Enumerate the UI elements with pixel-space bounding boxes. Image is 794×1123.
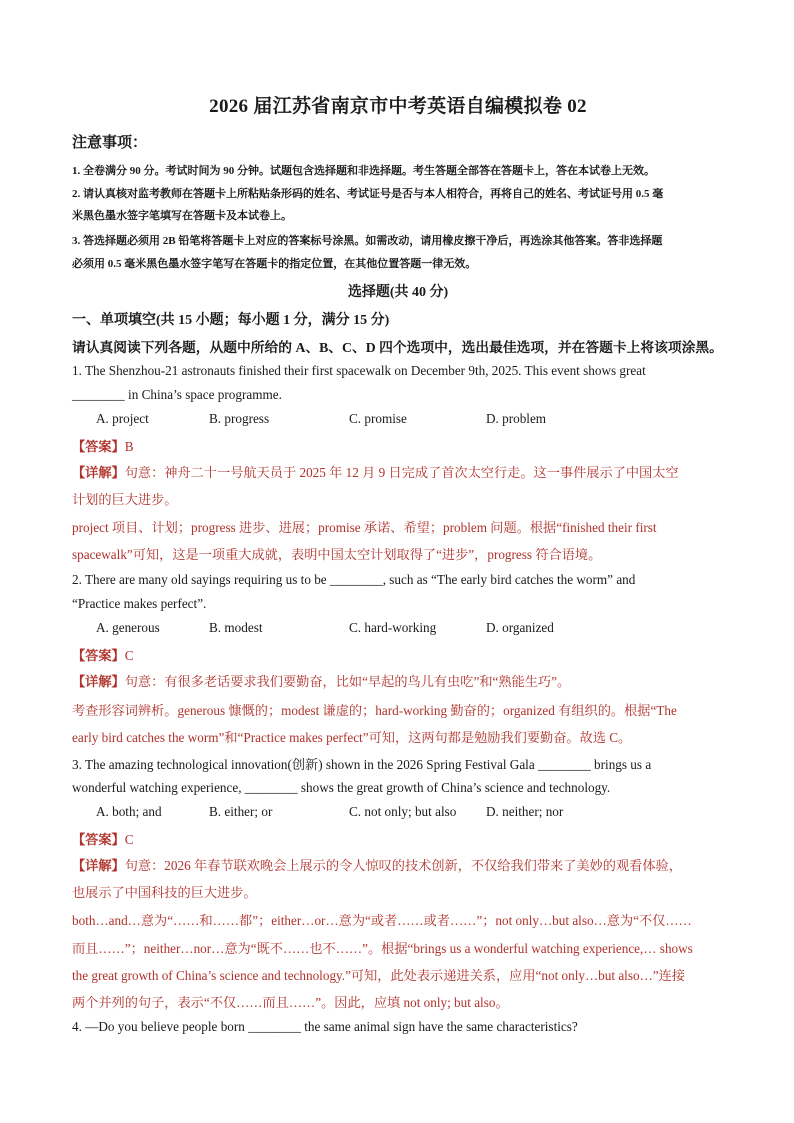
detail-row xyxy=(72,855,682,874)
notice-item: 1. 全卷满分 90 分。考试时间为 90 分钟。试题包含选择题和非选择题。考生答题全部答在答题卡上，答在本试卷上无效。 xyxy=(72,165,655,177)
answer-row xyxy=(72,645,134,664)
question-stem: “Practice makes perfect”. xyxy=(72,596,207,611)
detail-label: 【详解】 xyxy=(72,858,125,873)
answer-row xyxy=(72,829,134,848)
detail-text: 考查形容词辨析。generous 慷慨的；modest 谦虚的；hard-working 勤奋的；organized 有组织的。根据“The xyxy=(72,703,677,718)
detail-text: 也展示了中国科技的巨大进步。 xyxy=(72,885,257,900)
answer-label: 【答案】 xyxy=(72,439,125,454)
detail-text: project 项目、计划；progress 进步、进展；promise 承诺、希望；problem 问题。根据“finished their first xyxy=(72,520,657,535)
option-a: A. project xyxy=(96,411,149,426)
answer-value: C xyxy=(124,648,134,663)
option-d: D. organized xyxy=(486,620,554,635)
answer-label: 【答案】 xyxy=(72,648,125,663)
page-title: 2026 届江苏省南京市中考英语自编模拟卷 02 xyxy=(209,96,587,117)
option-a: A. both; and xyxy=(96,804,162,819)
option-b: B. progress xyxy=(209,411,270,426)
notice-item: 必须用 0.5 毫米黑色墨水签字笔写在答题卡的指定位置，在其他位置答题一律无效。 xyxy=(72,258,477,270)
part-title: 一、单项填空(共 15 小题；每小题 1 分，满分 15 分) xyxy=(72,313,390,328)
detail-text: 句意：神舟二十一号航天员于 2025 年 12 月 9 日完成了首次太空行走。这一事件展示了中国太空 xyxy=(124,465,679,480)
option-a: A. generous xyxy=(96,620,160,635)
question-stem: ________ in China’s space programme. xyxy=(72,387,282,402)
notice-item: 2. 请认真核对监考教师在答题卡上所粘贴条形码的姓名、考试证号是否与本人相符合，再将自己的姓名、考试证号用 0.5 毫 xyxy=(72,188,664,200)
option-b: B. either; or xyxy=(209,804,273,819)
answer-value: C xyxy=(124,832,134,847)
detail-label: 【详解】 xyxy=(72,674,125,689)
detail-text: 而且……”；neither…nor…意为“既不……也不……”。根据“brings us a wonderful watching experience,… shows xyxy=(72,941,693,956)
option-c: C. not only; but also xyxy=(349,804,457,819)
question-stem: 2. There are many old sayings requiring us to be ________, such as “The early bird catches the worm” and xyxy=(72,572,636,587)
detail-text: spacewalk”可知，这是一项重大成就，表明中国太空计划取得了“进步”，progress 符合语境。 xyxy=(72,547,602,562)
option-b: B. modest xyxy=(209,620,263,635)
detail-label: 【详解】 xyxy=(72,465,125,480)
answer-label: 【答案】 xyxy=(72,832,125,847)
detail-text: 计划的巨大进步。 xyxy=(72,492,178,507)
instruction: 请认真阅读下列各题，从题中所给的 A、B、C、D 四个选项中，选出最佳选项，并在答题卡上将该项涂黑。 xyxy=(72,340,723,355)
answer-value: B xyxy=(124,439,134,454)
detail-row xyxy=(72,671,570,690)
option-d: D. problem xyxy=(486,411,547,426)
question-stem: 4. —Do you believe people born ________ the same animal sign have the same characteristics? xyxy=(72,1019,578,1034)
detail-text: both…and…意为“……和……都”；either…or…意为“或者……或者……”；not only…but also…意为“不仅…… xyxy=(72,913,692,928)
detail-row xyxy=(72,462,679,481)
option-c: C. promise xyxy=(349,411,407,426)
notice-item: 3. 答选择题必须用 2B 铅笔将答题卡上对应的答案标号涂黑。如需改动，请用橡皮擦干净后，再选涂其他答案。答非选择题 xyxy=(72,235,663,247)
notice-item: 米黑色墨水签字笔填写在答题卡及本试卷上。 xyxy=(72,210,292,222)
option-c: C. hard-working xyxy=(349,620,437,635)
option-d: D. neither; nor xyxy=(486,804,564,819)
question-stem: 1. The Shenzhou-21 astronauts finished their first spacewalk on December 9th, 2025. This event shows great xyxy=(72,363,646,378)
detail-text: the great growth of China’s science and technology.”可知，此处表示递进关系，应用“not only…but also…”连接 xyxy=(72,968,685,983)
detail-text: early bird catches the worm”和“Practice makes perfect”可知，这两句都是勉励我们要勤奋。故选 C。 xyxy=(72,730,632,745)
notice-heading: 注意事项： xyxy=(72,135,148,151)
section-title: 选择题(共 40 分) xyxy=(347,285,449,300)
answer-row xyxy=(72,436,134,455)
question-stem: wonderful watching experience, ________ shows the great growth of China’s science and technology. xyxy=(72,780,611,795)
detail-text: 句意：有很多老话要求我们要勤奋，比如“早起的鸟儿有虫吃”和“熟能生巧”。 xyxy=(124,674,571,689)
detail-text: 句意：2026 年春节联欢晚会上展示的令人惊叹的技术创新，不仅给我们带来了美妙的观看体验， xyxy=(124,858,682,873)
question-stem: 3. The amazing technological innovation(创新) shown in the 2026 Spring Festival Gala ________ brings us a xyxy=(72,757,652,772)
detail-text: 两个并列的句子，表示“不仅……而且……”。因此，应填 not only; but also。 xyxy=(72,995,509,1010)
